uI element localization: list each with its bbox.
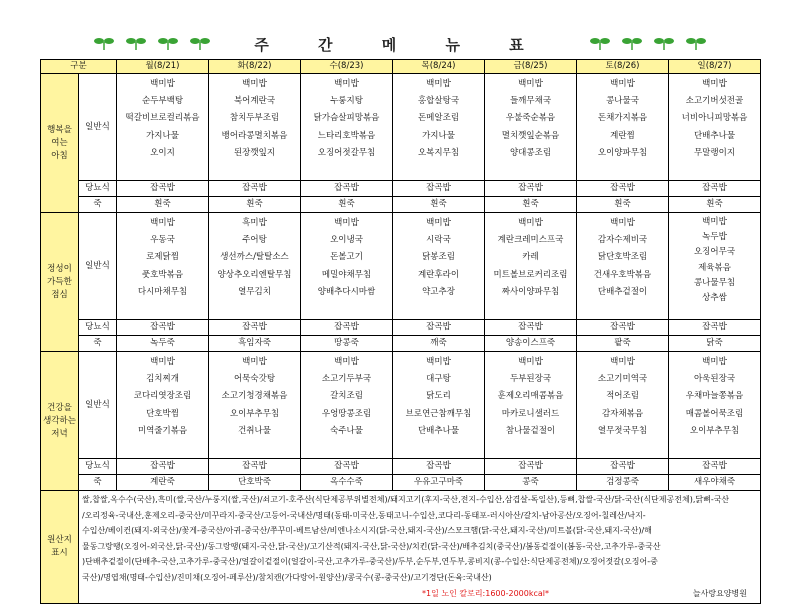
dish-item: 오이부추무침 <box>689 425 740 436</box>
dish-item: 양배추다시마쌈 <box>317 286 376 297</box>
diabetic-cell: 잡곡밥 <box>209 459 301 475</box>
menu-cell <box>117 352 209 459</box>
meal-section-name <box>41 352 79 491</box>
dish-item: 소고기두부국 <box>321 374 372 385</box>
dish-item: 오이부추무침 <box>229 408 280 419</box>
porridge-cell: 깨죽 <box>393 336 485 352</box>
porridge-cell: 계란죽 <box>117 475 209 491</box>
menu-cell <box>209 352 301 459</box>
diabetic-cell: 잡곡밥 <box>577 320 669 336</box>
dish-item: 계란크레미스프국 <box>497 235 564 246</box>
dish-item: 생선까스/탈탈소스 <box>220 252 289 263</box>
dish-item: 풋호박볶음 <box>141 269 184 280</box>
dish-item: 감자채볶음 <box>601 408 644 419</box>
dish-item: 열무김치 <box>238 286 271 297</box>
dish-item: 뱅어라콩멸치볶음 <box>221 130 288 141</box>
dish-item: 백미밥 <box>334 357 359 367</box>
category-header: 구분 <box>41 60 117 74</box>
dish-item: 오징어무국 <box>693 247 736 258</box>
porridge-cell: 닭죽 <box>669 336 761 352</box>
origin-label-line: 표시 <box>51 547 68 558</box>
dish-item: 참치두부조림 <box>229 113 280 124</box>
diabetic-cell: 잡곡밥 <box>301 181 393 197</box>
menu-cell <box>301 352 393 459</box>
diabetic-cell: 잡곡밥 <box>209 181 301 197</box>
dish-item: 건새우호박볶음 <box>593 269 652 280</box>
porridge-diet-label: 죽 <box>79 475 117 491</box>
diabetic-cell: 잡곡밥 <box>117 181 209 197</box>
diabetic-diet-label: 당뇨식 <box>79 459 117 475</box>
porridge-cell: 검정콩죽 <box>577 475 669 491</box>
dish-item: 미트볼브로커리조림 <box>493 269 568 280</box>
menu-cell <box>669 352 761 459</box>
dish-item: 우엉땅콩조림 <box>321 408 372 419</box>
diabetic-row <box>41 181 761 197</box>
menu-cell <box>577 74 669 181</box>
porridge-cell: 흰죽 <box>485 197 577 213</box>
dish-item: 약고추장 <box>422 286 455 297</box>
meal-section-name <box>41 74 79 213</box>
dish-item: 소고기청경채볶음 <box>221 391 288 402</box>
dish-item: 멸치깻잎순볶음 <box>501 130 560 141</box>
porridge-cell: 흰죽 <box>301 197 393 213</box>
dish-item: 돈메알조림 <box>417 113 460 124</box>
dish-item: 건취나물 <box>238 425 271 436</box>
dish-item: 소고기미역국 <box>597 374 648 385</box>
day-header: 토(8/26) <box>577 60 669 74</box>
dish-item: 녹두밥 <box>702 232 727 243</box>
diabetic-cell: 잡곡밥 <box>485 320 577 336</box>
dish-item: 오이지 <box>150 147 175 158</box>
diabetic-diet-label: 당뇨식 <box>79 181 117 197</box>
dish-item: 시락국 <box>426 235 451 246</box>
menu-cell <box>117 213 209 320</box>
dish-item: 백미밥 <box>518 357 543 367</box>
origin-line: 수입산/베이컨(돼지-외국산)/꽃게-중국산/아귀-중국산/쭈꾸미-베트남산/비엔나소시지(닭-국산,돼지-국산)/스모크햄(닭-국산,돼지-국산)/미트볼(닭-국산,돼지-국산)/해 <box>82 526 652 536</box>
diabetic-row <box>41 459 761 475</box>
meal-section-name-line: 가득한 <box>47 276 72 287</box>
dish-item: 감자수제비국 <box>597 235 648 246</box>
menu-cell <box>669 213 761 320</box>
dish-item: 양상추오리엔탈무침 <box>217 269 292 280</box>
general-diet-label: 일반식 <box>79 74 117 181</box>
menu-cell <box>485 352 577 459</box>
day-header: 일(8/27) <box>669 60 761 74</box>
meal-section-name <box>41 213 79 352</box>
dish-item: 닭단호박조림 <box>597 252 648 263</box>
dish-item: 숙주나물 <box>330 425 363 436</box>
dish-item: 우불죽순볶음 <box>505 113 556 124</box>
dish-item: 훈제오리매콤볶음 <box>497 391 564 402</box>
dish-item: 브로연근참깨무침 <box>405 408 472 419</box>
dish-item: 상추쌈 <box>702 292 727 303</box>
porridge-cell: 흰죽 <box>669 197 761 213</box>
porridge-cell: 우유고구마죽 <box>393 475 485 491</box>
meal-section-name-line: 여는 <box>51 137 68 148</box>
dish-item: 코다리엿장조림 <box>133 391 192 402</box>
meal-section-name-line: 점심 <box>51 289 68 300</box>
dish-item: 북어계란국 <box>233 96 276 107</box>
diabetic-cell: 잡곡밥 <box>669 320 761 336</box>
porridge-cell: 흰죽 <box>577 197 669 213</box>
menu-cell <box>117 74 209 181</box>
diabetic-cell: 잡곡밥 <box>301 320 393 336</box>
dish-item: 갈치조림 <box>330 391 363 402</box>
meal-section-name-line: 아침 <box>51 150 68 161</box>
diabetic-cell: 잡곡밥 <box>577 459 669 475</box>
menu-cell <box>577 352 669 459</box>
diabetic-cell: 잡곡밥 <box>117 320 209 336</box>
general-diet-label: 일반식 <box>79 352 117 459</box>
day-header: 목(8/24) <box>393 60 485 74</box>
dish-item: 백미밥 <box>518 218 543 228</box>
meal-section-name-line: 행복을 <box>47 124 72 135</box>
page-title: 주 간 메 뉴 표 <box>254 36 546 54</box>
diabetic-cell: 잡곡밥 <box>485 459 577 475</box>
dish-item: 소고기버섯전골 <box>685 96 744 107</box>
dish-item: 열무젓국무침 <box>597 425 648 436</box>
dish-item: 미역줄기볶음 <box>137 425 188 436</box>
porridge-cell: 땅콩죽 <box>301 336 393 352</box>
dish-item: 순두부백탕 <box>141 96 184 107</box>
menu-cell <box>485 213 577 320</box>
origin-row <box>41 491 761 604</box>
dish-item: 닭가슴살피망볶음 <box>313 113 380 124</box>
diabetic-cell: 잡곡밥 <box>393 181 485 197</box>
meal-section-name-line: 정성이 <box>47 263 72 274</box>
dish-item: 닭봉조림 <box>422 252 455 263</box>
porridge-cell: 옥수수죽 <box>301 475 393 491</box>
dish-item: 누룽지탕 <box>330 96 363 107</box>
meal-section-name-line: 생각하는 <box>43 415 76 426</box>
meal-section-name-line: 저녁 <box>51 428 68 439</box>
menu-cell <box>393 352 485 459</box>
porridge-diet-label: 죽 <box>79 197 117 213</box>
dish-item: 계란후라이 <box>417 269 460 280</box>
dish-item: 오이냉국 <box>330 235 363 246</box>
dish-item: 가지나물 <box>146 130 179 141</box>
dish-item: 단배추나물 <box>693 130 736 141</box>
dish-item: 백미밥 <box>334 79 359 89</box>
dish-item: 콩나물무침 <box>693 277 736 288</box>
porridge-cell: 녹두죽 <box>117 336 209 352</box>
dish-item: 양대콩조림 <box>509 147 552 158</box>
origin-line: /오리정육-국내산,훈제오리-중국산/미꾸라지-중국산/고등어-국내산/명태(동태-미국산,동태고니-수입산,코다리-동태포-러시아산/갈치-남아공산/오징어-칠레산/낙지- <box>82 510 646 520</box>
dish-item: 백미밥 <box>426 218 451 228</box>
dish-item: 백미밥 <box>610 79 635 89</box>
dish-item: 어묵숙갓탕 <box>233 374 276 385</box>
dish-item: 단호박찜 <box>146 408 179 419</box>
dish-item: 백미밥 <box>150 218 175 228</box>
origin-text <box>79 491 761 604</box>
dish-item: 흑미밥 <box>242 218 267 228</box>
menu-cell <box>393 74 485 181</box>
dish-item: 적어조림 <box>606 391 639 402</box>
dish-item: 짜사이양파무침 <box>501 286 560 297</box>
dish-item: 대구탕 <box>426 374 451 385</box>
dish-item: 돈채가지볶음 <box>597 113 648 124</box>
porridge-cell: 흑임자죽 <box>209 336 301 352</box>
header-row <box>41 60 761 74</box>
general-diet-label: 일반식 <box>79 213 117 320</box>
dish-item: 닭도리 <box>426 391 451 402</box>
diabetic-cell: 잡곡밥 <box>209 320 301 336</box>
dish-item: 백미밥 <box>610 218 635 228</box>
dish-item: 백미밥 <box>426 79 451 89</box>
general-row <box>41 352 761 459</box>
porridge-cell: 흰죽 <box>393 197 485 213</box>
porridge-diet-label: 죽 <box>79 336 117 352</box>
menu-cell <box>209 74 301 181</box>
menu-cell <box>577 213 669 320</box>
dish-item: 주어탕 <box>242 235 267 246</box>
weekly-menu-table <box>40 59 761 604</box>
dish-item: 백미밥 <box>150 357 175 367</box>
dish-item: 백미밥 <box>334 218 359 228</box>
porridge-cell: 새우야채죽 <box>669 475 761 491</box>
day-header: 화(8/22) <box>209 60 301 74</box>
dish-item: 백미밥 <box>702 357 727 367</box>
dish-item: 계란찜 <box>610 130 635 141</box>
origin-line: )단배추겉절이(단배추-국산,고추가루-중국산)/얼갈이겉절이(얼갈이-국산,고추가루-중국산)/두부,순두부,연두부,콩비지(콩-수입산:식단제공전체)/오징어젓갈(오징어-중 <box>82 557 658 567</box>
dish-item: 백미밥 <box>426 357 451 367</box>
menu-cell <box>485 74 577 181</box>
origin-line: 물동그랑땡(오징어-외국산,닭-국산)/동그랑땡(돼지-국산,닭-국산)/고기산적(돼지-국산,닭-국산)/치킨(닭-국산)/배추김치(중국산)/봄동겉절이(봄동-국산,고추가루-중국산 <box>82 541 661 551</box>
dish-item: 떡갈비브로컬리볶음 <box>125 113 200 124</box>
menu-cell <box>301 213 393 320</box>
diabetic-row <box>41 320 761 336</box>
porridge-cell: 단호박죽 <box>209 475 301 491</box>
dish-item: 들깨무채국 <box>509 96 552 107</box>
dish-item: 단배추겉절이 <box>597 286 648 297</box>
dish-item: 백미밥 <box>150 79 175 89</box>
dish-item: 된장깻잎지 <box>233 147 276 158</box>
dish-item: 카레 <box>522 252 539 263</box>
day-header: 월(8/21) <box>117 60 209 74</box>
diabetic-cell: 잡곡밥 <box>301 459 393 475</box>
diabetic-cell: 잡곡밥 <box>669 459 761 475</box>
meal-section-name-line: 건강을 <box>47 402 72 413</box>
origin-line: 쌀,찹쌀,옥수수(국산),흑미(쌀,국산/누룽지(쌀,국산)/쇠고기-호주산(식단제공부위별전체)/돼지고기(후지-국산,전지-수입산,삼겹살-독일산),등뼈,찹쌀-국산/닭-국산(식단제공전체),닭뼈-국산 <box>82 495 730 504</box>
dish-item: 무말랭이지 <box>693 147 736 158</box>
dish-item: 백미밥 <box>518 79 543 89</box>
origin-footer <box>82 586 757 602</box>
menu-cell <box>301 74 393 181</box>
porridge-cell: 양송이스프죽 <box>485 336 577 352</box>
diabetic-diet-label: 당뇨식 <box>79 320 117 336</box>
diabetic-cell: 잡곡밥 <box>393 320 485 336</box>
dish-item: 우채마늘쫑볶음 <box>685 391 744 402</box>
dish-item: 오복지무침 <box>417 147 460 158</box>
dish-item: 백미밥 <box>242 79 267 89</box>
menu-cell <box>669 74 761 181</box>
dish-item: 홍합살탕국 <box>417 96 460 107</box>
porridge-row <box>41 475 761 491</box>
hospital-name: 늘사랑요양병원 <box>692 588 747 598</box>
dish-item: 참나물겉절이 <box>505 425 556 436</box>
dish-item: 제육볶음 <box>698 262 731 273</box>
dish-item: 백미밥 <box>702 79 727 89</box>
diabetic-cell: 잡곡밥 <box>117 459 209 475</box>
dish-item: 콩나물국 <box>606 96 639 107</box>
porridge-row <box>41 197 761 213</box>
dish-item: 오이양파무침 <box>597 147 648 158</box>
general-row <box>41 74 761 181</box>
diabetic-cell: 잡곡밥 <box>577 181 669 197</box>
origin-line: 국산)/명엽채(명태-수입산)/진미채(오징어-페루산)/참치캔(가다랑어-원양산)/콩국수(콩-중국산)/고기경단(돈육:국내산) <box>82 572 492 582</box>
dish-item: 돈볼고기 <box>330 252 363 263</box>
porridge-cell: 흰죽 <box>117 197 209 213</box>
dish-item: 너비아니피망볶음 <box>681 113 748 124</box>
day-header: 수(8/23) <box>301 60 393 74</box>
dish-item: 다시마채무침 <box>137 286 188 297</box>
menu-cell <box>209 213 301 320</box>
dish-item: 로제닭찜 <box>146 252 179 263</box>
origin-label-line: 원산지 <box>47 534 72 545</box>
day-header: 금(8/25) <box>485 60 577 74</box>
porridge-cell: 콩죽 <box>485 475 577 491</box>
dish-item: 가지나물 <box>422 130 455 141</box>
dish-item: 두부된장국 <box>509 374 552 385</box>
dish-item: 단배추나물 <box>417 425 460 436</box>
dish-item: 마카로니샐러드 <box>501 408 560 419</box>
porridge-cell: 흰죽 <box>209 197 301 213</box>
dish-item: 느타리호박볶음 <box>317 130 376 141</box>
dish-item: 아욱된장국 <box>693 374 736 385</box>
menu-cell <box>393 213 485 320</box>
dish-item: 백미밥 <box>242 357 267 367</box>
diabetic-cell: 잡곡밥 <box>393 459 485 475</box>
diabetic-cell: 잡곡밥 <box>669 181 761 197</box>
dish-item: 매콤볼어묵조림 <box>685 408 744 419</box>
diabetic-cell: 잡곡밥 <box>485 181 577 197</box>
calorie-note: *1일 노인 칼로리:1600-2000kcal* <box>422 588 550 598</box>
dish-item: 오징어젓갈무침 <box>317 147 376 158</box>
porridge-row <box>41 336 761 352</box>
dish-item: 우동국 <box>150 235 175 246</box>
porridge-cell: 팥죽 <box>577 336 669 352</box>
general-row <box>41 213 761 320</box>
dish-item: 백미밥 <box>702 217 727 227</box>
dish-item: 메밀야채무침 <box>321 269 372 280</box>
dish-item: 백미밥 <box>610 357 635 367</box>
origin-label <box>41 491 79 604</box>
dish-item: 김치찌개 <box>146 374 179 385</box>
